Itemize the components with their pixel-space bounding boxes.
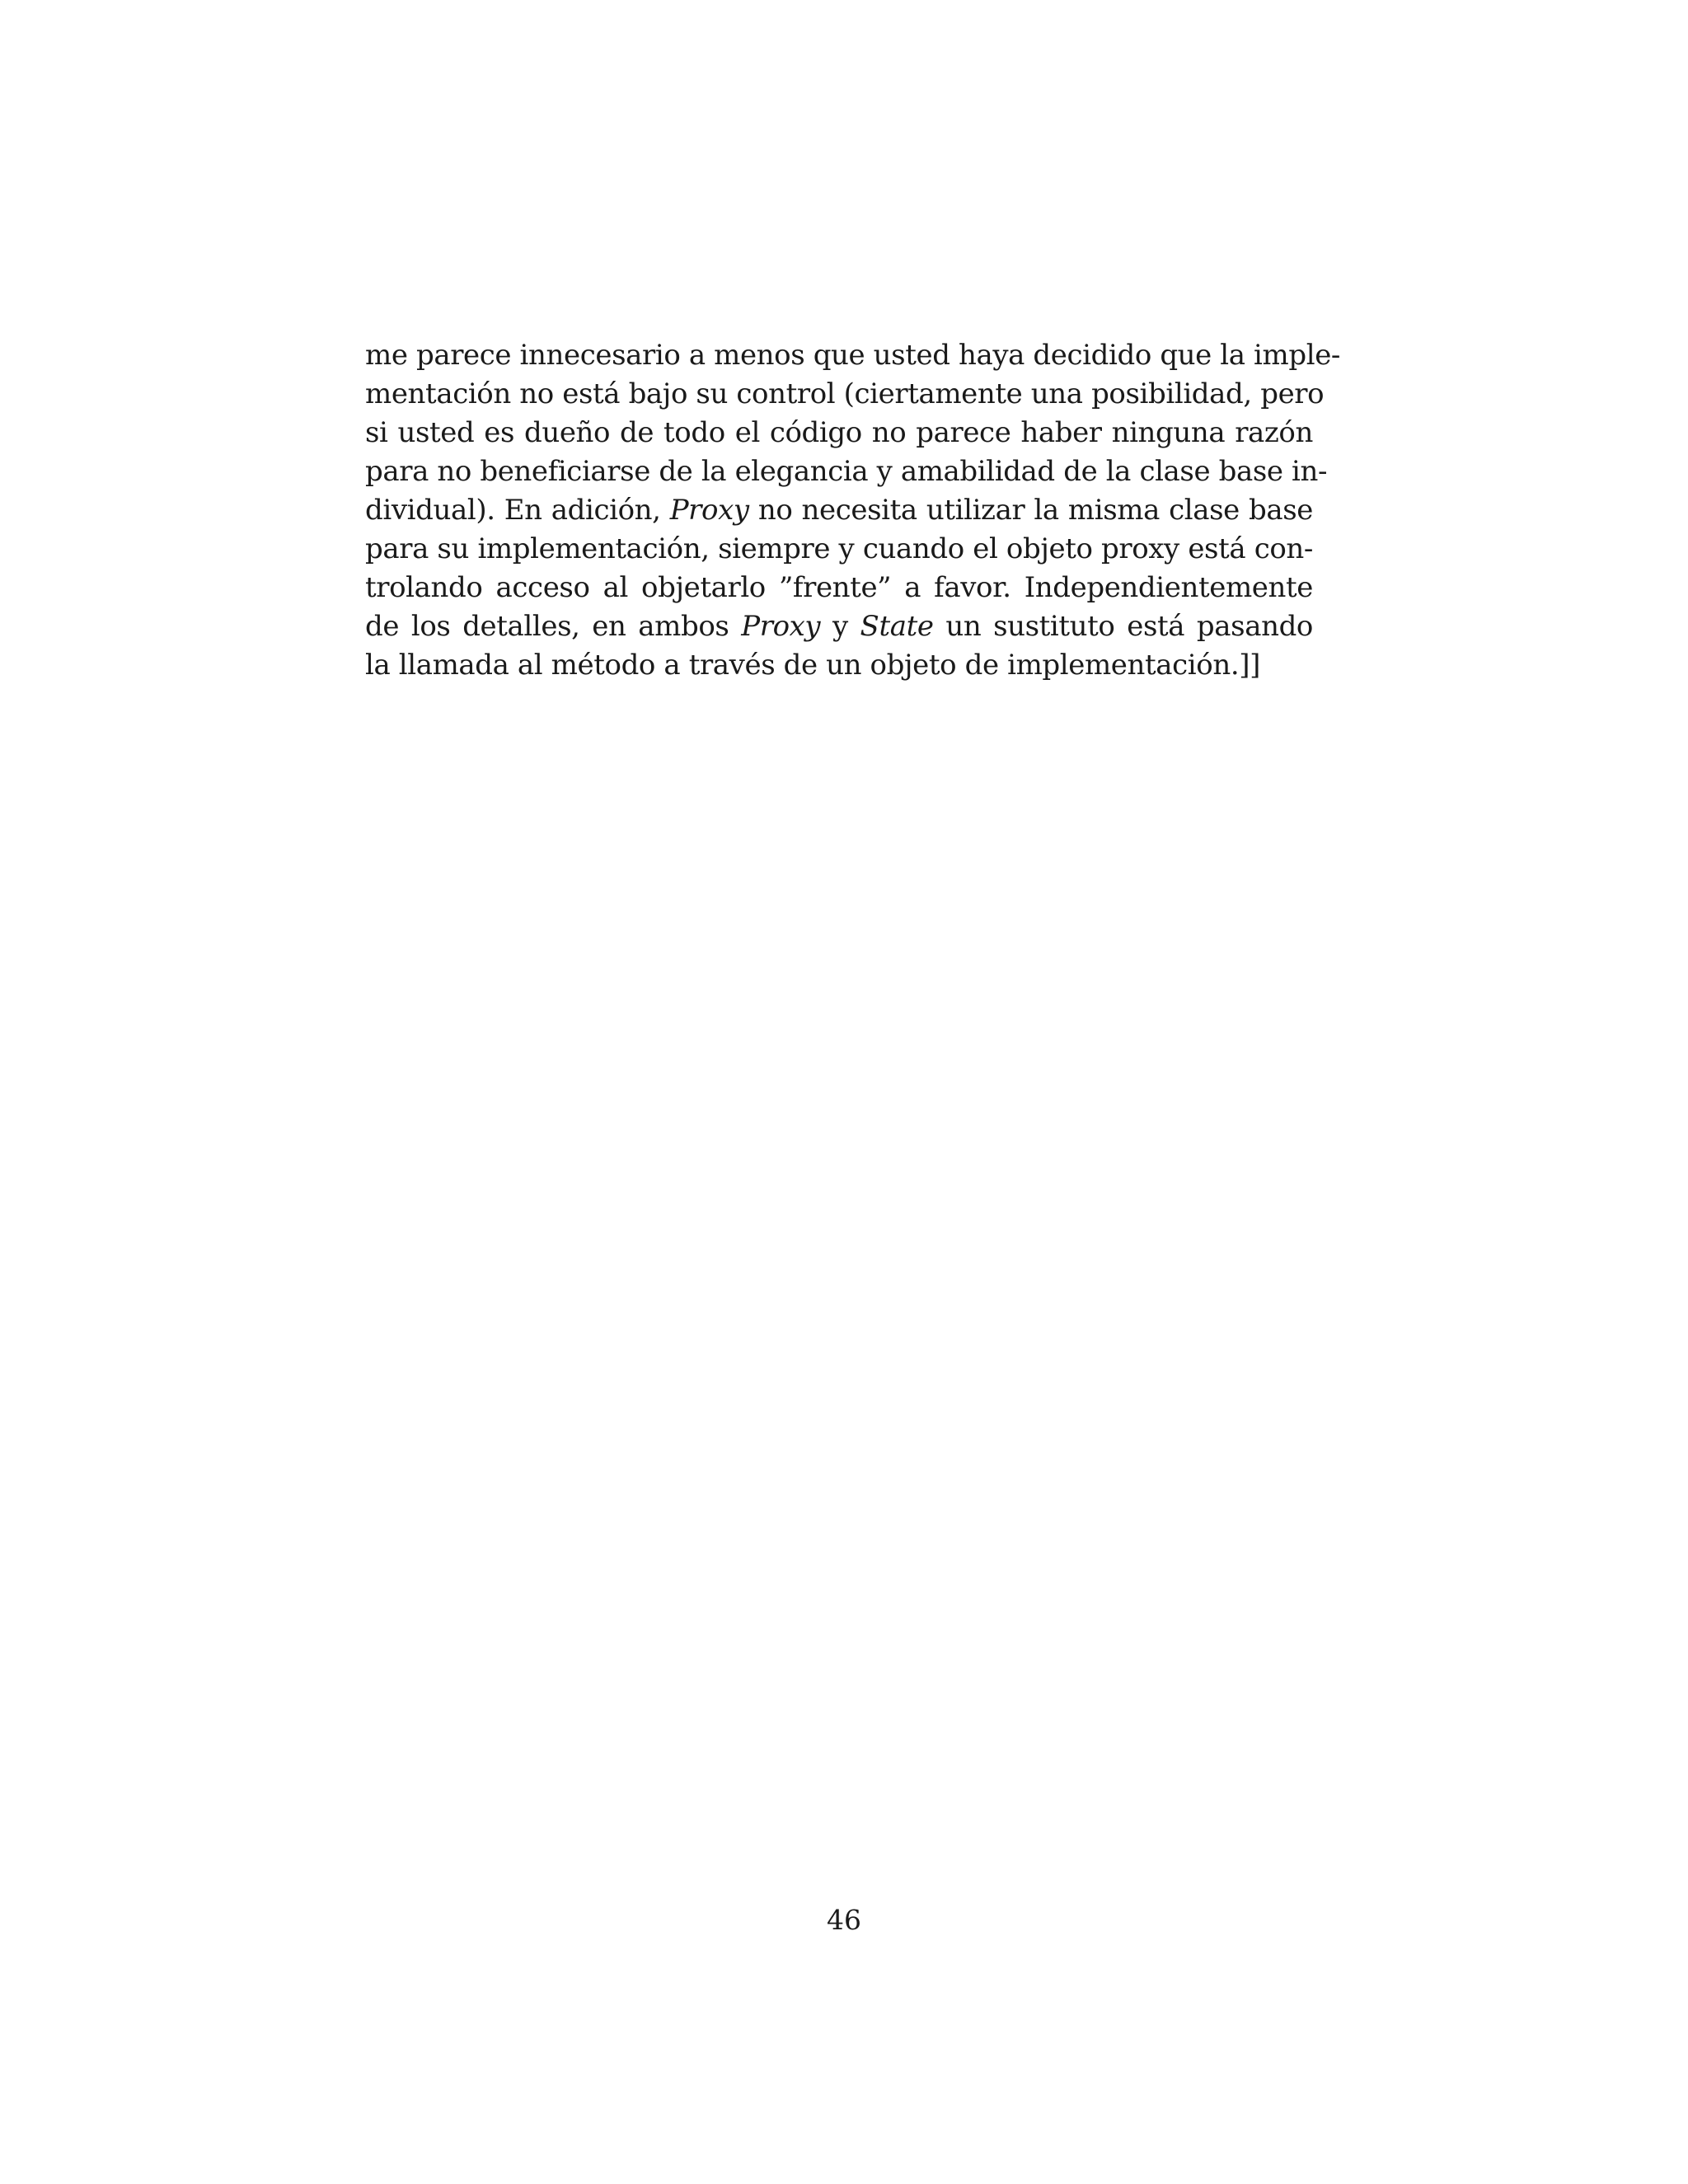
paragraph-line: para no beneficiarse de la elegancia y amabilidad de la clase base in-	[365, 455, 1328, 488]
paragraph-line	[365, 491, 1313, 530]
body-paragraph	[365, 336, 1341, 685]
line-text: no necesita utilizar la misma clase base	[748, 494, 1313, 527]
paragraph-line: mentación no está bajo su control (ciertamente una posibilidad, pero	[365, 377, 1325, 410]
paragraph-line: si usted es dueño de todo el código no parece haber ninguna razón	[365, 416, 1313, 449]
line-text: un sustituto está pasando	[933, 610, 1313, 643]
paragraph-line: trolando acceso al objetarlo ”frente” a favor. Independientemente	[365, 571, 1313, 604]
paragraph-line: para su implementación, siempre y cuando el objeto proxy está con-	[365, 532, 1313, 565]
paragraph-line: la llamada al método a través de un objeto de implementación.]]	[365, 649, 1260, 682]
paragraph-line	[365, 607, 1313, 646]
emphasis-state: State	[860, 610, 934, 643]
page-number: 46	[827, 1904, 861, 1936]
line-text: dividual). En adición,	[365, 494, 670, 527]
paragraph-line: me parece innecesario a menos que usted haya decidido que la imple-	[365, 339, 1341, 372]
line-text: y	[820, 610, 860, 643]
line-text: de los detalles, en ambos	[365, 610, 742, 643]
emphasis-proxy: Proxy	[741, 610, 821, 643]
emphasis-proxy: Proxy	[669, 494, 749, 527]
